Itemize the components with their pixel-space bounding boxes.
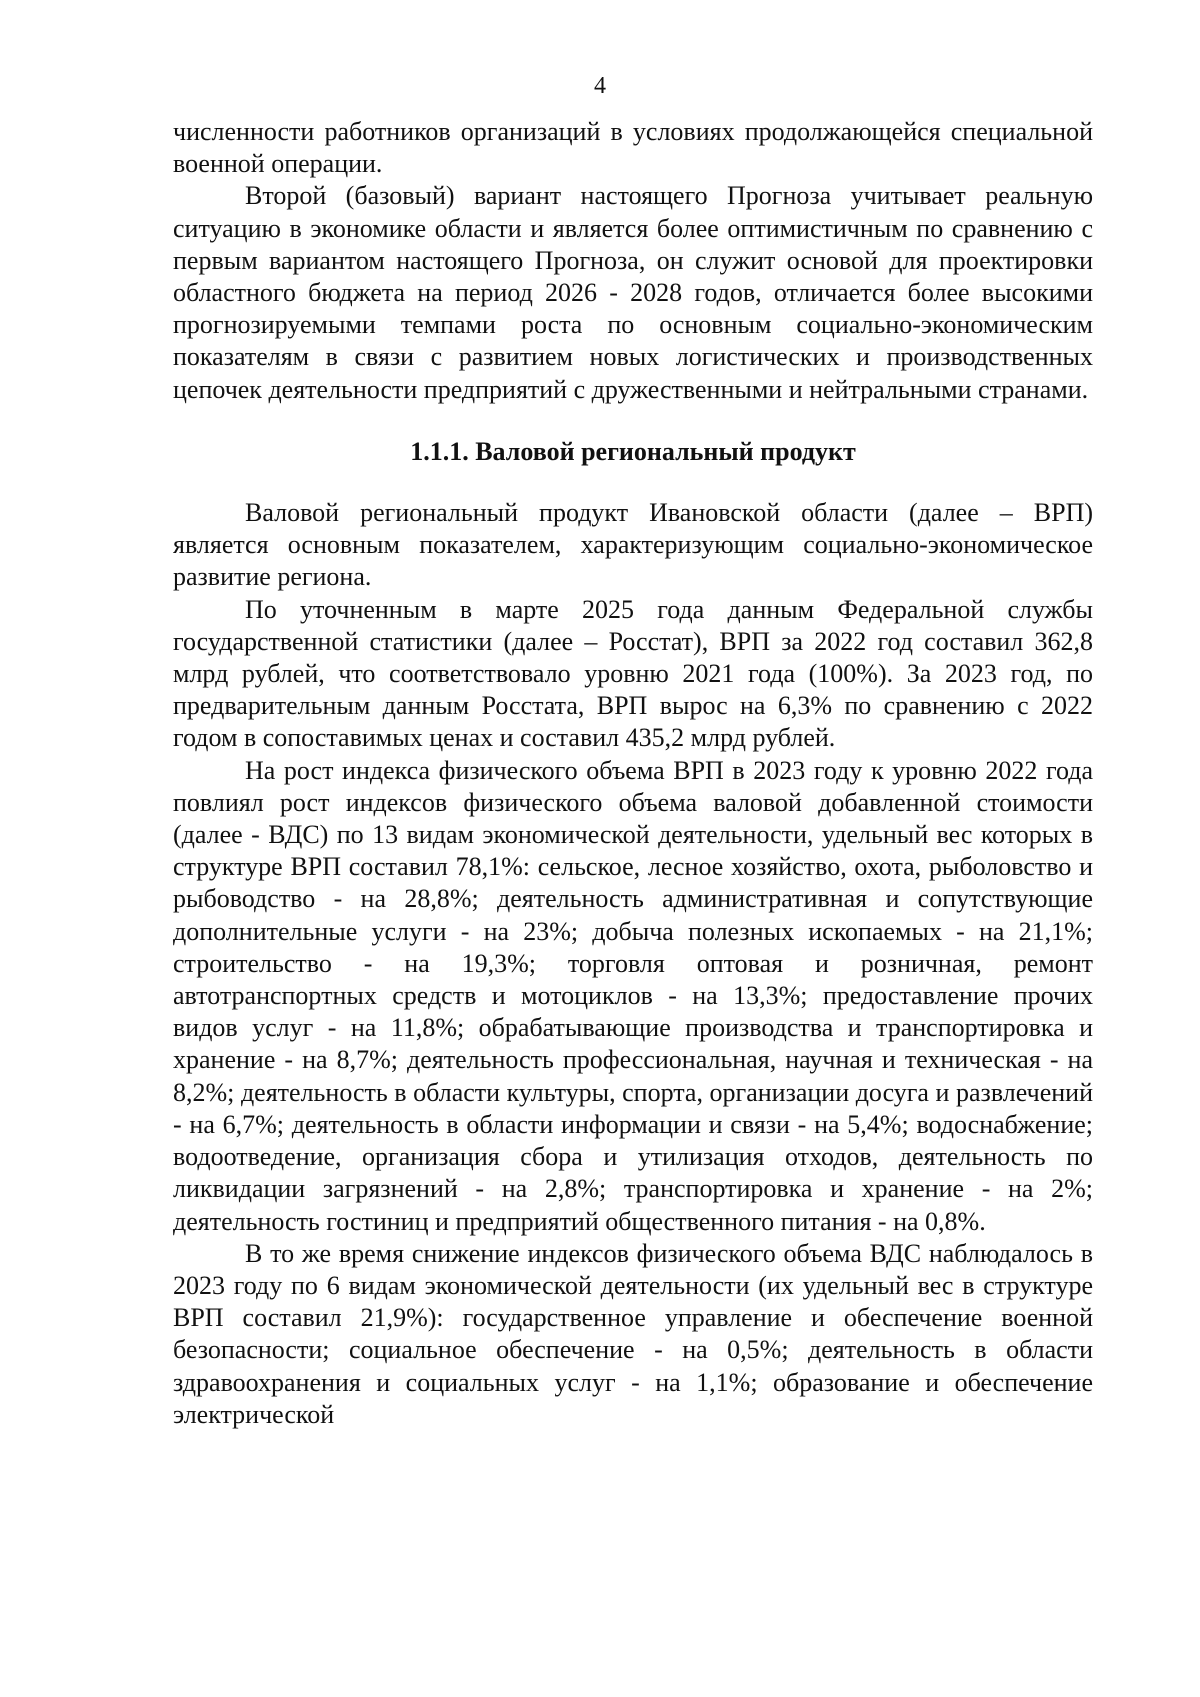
paragraph-growth-factors: На рост индекса физического объема ВРП в 2023 году к уровню 2022 года повлиял рост индексов физического объема валовой добавленной стоимости (далее - ВДС) по 13 видам экономической деятельности, удельный вес которых в структуре ВРП составил 78,1%: сельское, лесное хозяйство, охота, рыболовство и рыбоводство - на 28,8%; деятельность административная и сопутствующие дополнительные услуги - на 23%; добыча полезных ископаемых - на 21,1%; строительство - на 19,3%; торговля оптовая и розничная, ремонт автотранспортных средств и мотоциклов - на 13,3%; предоставление прочих видов услуг - на 11,8%; обрабатывающие производства и транспортировка и хранение - на 8,7%; деятельность профессиональная, научная и техническая - на 8,2%; деятельность в области культуры, спорта, организации досуга и развлечений - на 6,7%; деятельность в области информации и связи - на 5,4%; водоснабжение; водоотведение, организация сбора и утилизация отходов, деятельность по ликвидации загрязнений - на 2,8%; транспортировка и хранение - на 2%; деятельность гостиниц и предприятий общественного питания - на 0,8%. bbox=[173, 755, 1093, 1236]
paragraph-base-variant: Второй (базовый) вариант настоящего Прогноза учитывает реальную ситуацию в экономике области и является более оптимистичным по сравнению с первым вариантом настоящего Прогноза, он служит основой для проектировки областного бюджета на период 2026 - 2028 годов, отличается более высокими прогнозируемыми темпами роста по основным социально-экономическим показателям в связи с развитием новых логистических и производственных цепочек деятельности предприятий с дружественными и нейтральными странами. bbox=[173, 181, 1093, 404]
paragraph-continuation: численности работников организаций в условиях продолжающейся специальной военной операции. bbox=[173, 117, 1093, 179]
paragraph-grp-definition: Валовой региональный продукт Ивановской области (далее – ВРП) является основным показателем, характеризующим социально-экономическое развитие региона. bbox=[173, 498, 1093, 592]
paragraph-decline-factors: В то же время снижение индексов физического объема ВДС наблюдалось в 2023 году по 6 видам экономической деятельности (их удельный вес в структуре ВРП составил 21,9%): государственное управление и обеспечение военной безопасности; социальное обеспечение - на 0,5%; деятельность в области здравоохранения и социальных услуг - на 1,1%; образование и обеспечение электрической bbox=[173, 1238, 1093, 1429]
page-number: 4 bbox=[594, 73, 606, 99]
paragraph-grp-values: По уточненным в марте 2025 года данным Федеральной службы государственной статистики (далее – Росстат), ВРП за 2022 год составил 362,8 млрд рублей, что соответствовало уровню 2021 года (100%). За 2023 год, по предварительным данным Росстата, ВРП вырос на 6,3% по сравнению с 2022 годом в сопоставимых ценах и составил 435,2 млрд рублей. bbox=[173, 594, 1093, 753]
section-heading: 1.1.1. Валовой региональный продукт bbox=[410, 436, 856, 466]
document-body bbox=[173, 116, 1093, 1431]
